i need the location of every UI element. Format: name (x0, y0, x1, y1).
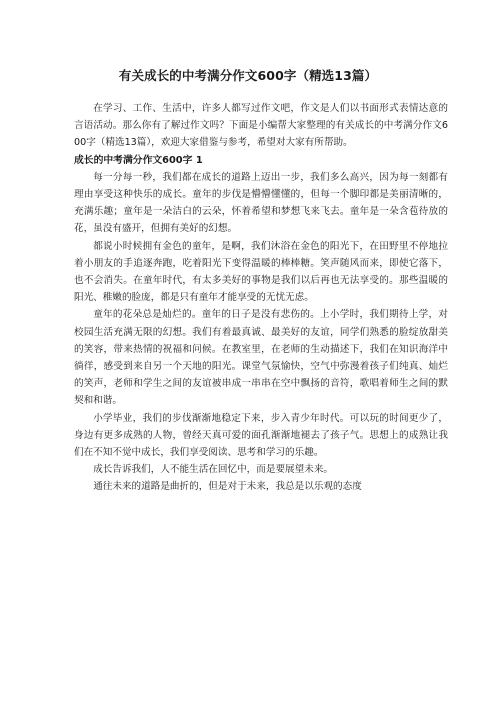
section-heading: 成长的中考满分作文600字 1 (74, 154, 203, 166)
intro-paragraph: 在学习、工作、生活中，许多人都写过作文吧，作文是人们以书面形式表情达意的言语活动。那么你有了解过作文吗？下面是小编帮大家整理的有关成长的中考满分作文600字（精选13篇），欢迎大家借鉴与参考，希望对大家有所帮助。 (74, 103, 448, 149)
body-paragraph-4: 小学毕业，我们的步伐渐渐地稳定下来，步入青少年时代。可以玩的时间更少了，身边有更多成熟的人物，曾经天真可爱的面孔渐渐地褪去了孩子气。思想上的成熟让我们在不知不觉中成长，我们享受阅读、思考和学习的乐趣。 (74, 412, 448, 459)
body-paragraph-1: 每一分每一秒，我们都在成长的道路上迈出一步，我们多么高兴，因为每一刻都有理由享受这种快乐的成长。童年的步伐是懵懵懂懂的，但每一个脚印都是美丽清晰的，充满乐趣；童年是一朵洁白的云朵，怀着希望和梦想飞来飞去。童年是一朵含苞待放的花，虽没有盛开，但拥有美好的幻想。 (74, 171, 448, 235)
body-paragraph-3: 童年的花朵总是灿烂的。童年的日子是没有悲伤的。上小学时，我们期待上学，对校园生活充满无限的幻想。我们有着最真诚、最美好的友谊，同学们熟悉的脸绽放甜美的笑容，带来热情的祝福和问候。在教室里，在老师的生动描述下，我们在知识海洋中徜徉，感受到来自另一个天地的阳光。课堂气氛愉快，空气中弥漫着孩子们纯真、灿烂的笑声，老师和学生之间的友谊被串成一串串在空中飘扬的音符，歌唱着师生之间的默契和和谐。 (74, 309, 448, 407)
body-paragraph-5: 成长告诉我们，人不能生活在回忆中，而是要展望未来。 (93, 464, 334, 476)
body-paragraph-6: 通往未来的道路是曲折的，但是对于未来，我总是以乐观的态度 (93, 481, 362, 493)
document-title: 有关成长的中考满分作文600字（精选13篇） (118, 68, 378, 83)
body-paragraph-2: 都说小时候拥有金色的童年，是啊，我们沐浴在金色的阳光下，在田野里不停地拉着小朋友的手追逐奔跑，吃着阳光下变得温暖的棒棒糖。笑声随风而来，即使它落下，也不会消失。在童年时代，有太多美好的事物是我们以后再也无法享受的。那些温暖的阳光、稚嫩的脸庞，都是只有童年才能享受的无忧无虑。 (74, 240, 448, 304)
